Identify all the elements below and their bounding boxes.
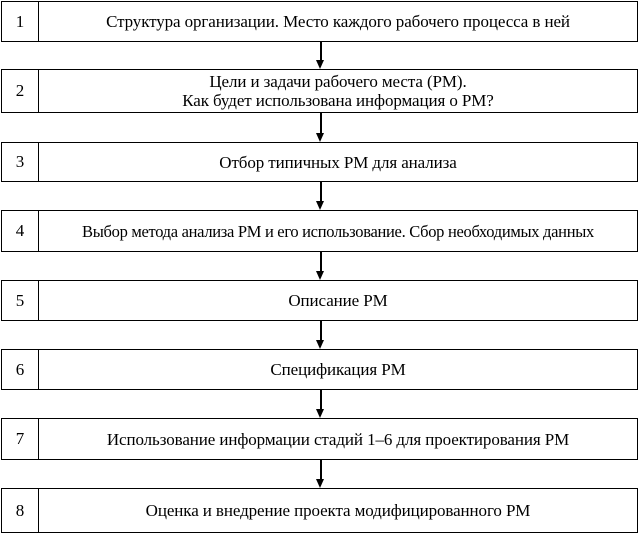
step-text: Спецификация РМ <box>270 360 406 379</box>
step-number: 7 <box>2 419 39 459</box>
step-text: Структура организации. Место каждого рабочего процесса в ней <box>106 12 570 31</box>
arrow-down-icon <box>320 460 322 488</box>
step-box-2 <box>1 69 638 113</box>
step-number: 6 <box>2 350 39 389</box>
step-box-3 <box>1 142 638 182</box>
step-box-5 <box>1 280 638 321</box>
arrow-down-icon <box>320 390 322 418</box>
step-number: 8 <box>2 489 39 532</box>
step-text: Оценка и внедрение проекта модифицированного РМ <box>145 501 531 520</box>
step-box-6 <box>1 349 638 390</box>
step-number: 3 <box>2 143 39 181</box>
step-text: Цели и задачи рабочего места (РМ). Как будет использована информация о РМ? <box>182 72 494 110</box>
arrow-down-icon <box>320 182 322 210</box>
step-number: 2 <box>2 70 39 112</box>
arrow-down-icon <box>320 321 322 349</box>
step-text: Выбор метода анализа РМ и его использование. Сбор необходимых данных <box>82 221 594 241</box>
step-box-7 <box>1 418 638 460</box>
step-box-8 <box>1 488 638 533</box>
step-text: Отбор типичных РМ для анализа <box>219 152 457 172</box>
step-number: 5 <box>2 281 39 320</box>
step-number: 1 <box>2 2 39 41</box>
arrow-down-icon <box>320 113 322 142</box>
step-text: Использование информации стадий 1–6 для проектирования РМ <box>106 429 570 449</box>
step-number: 4 <box>2 211 39 251</box>
arrow-down-icon <box>320 42 322 69</box>
step-box-1 <box>1 1 638 42</box>
step-text: Описание РМ <box>288 291 388 310</box>
step-box-4 <box>1 210 638 252</box>
arrow-down-icon <box>320 252 322 280</box>
